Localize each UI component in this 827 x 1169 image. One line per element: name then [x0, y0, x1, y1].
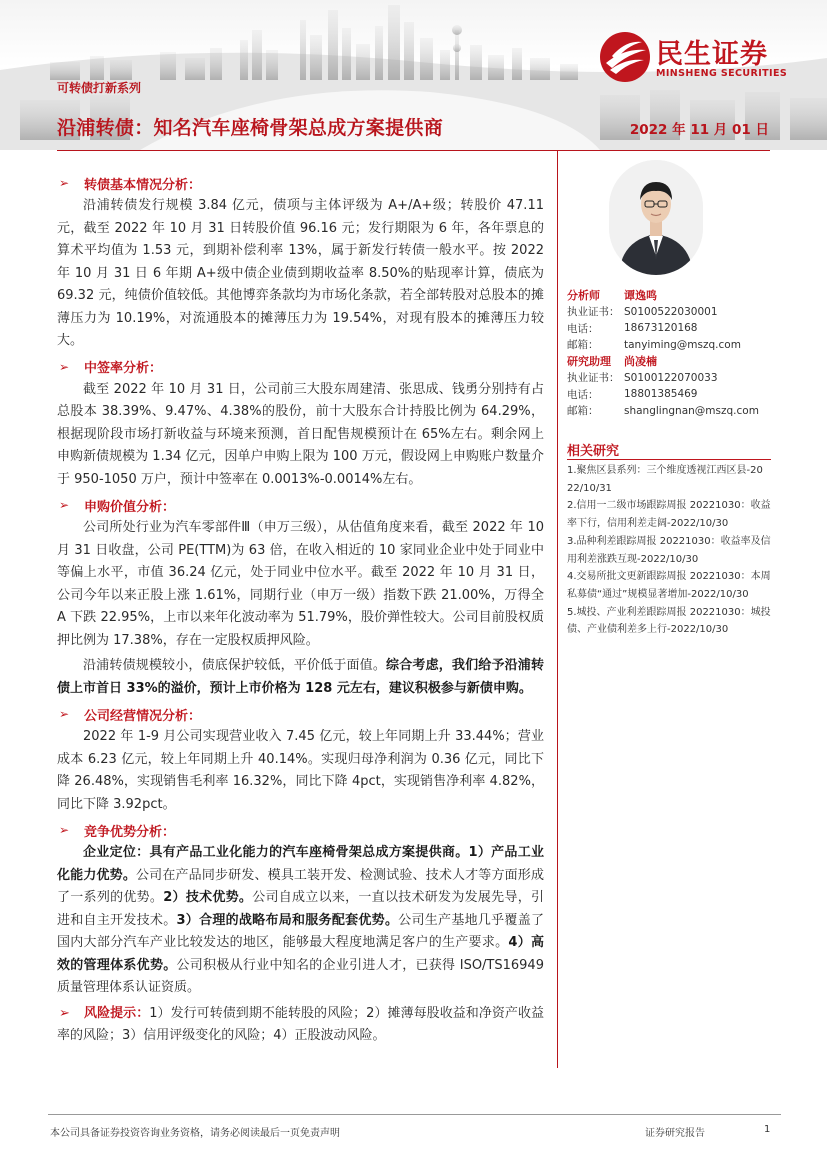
page-number: 1: [764, 1124, 771, 1135]
series-label: 可转债打新系列: [57, 81, 142, 95]
related-item[interactable]: 4.交易所批文更新跟踪周报 20221030：本周私募债“通过”规模显著增加-2022/10/30: [567, 571, 771, 600]
section-heading: [57, 356, 544, 378]
arrow-right-icon: ➢: [59, 176, 70, 190]
header-banner: [0, 0, 827, 150]
conclusion-text: 沿浦转债规模较小，债底保护较低，平价低于面值。: [83, 658, 387, 673]
footer-divider: [48, 1114, 781, 1115]
email-label: 邮箱：: [567, 405, 599, 418]
paragraph: 2022 年 1-9 月公司实现营业收入 7.45 亿元，较上年同期上升 33.44%；营业成本 6.23 亿元，较上年同期上升 40.14%。实现归母净利润为 0.36 亿元，同比下降 26.48%，实现销售毛利率 16.32%，同比下降 4pct，实现销售净利率 4.82%，同比下降 3.92pct。: [57, 729, 544, 812]
analyst-name: 谭逸鸣: [624, 289, 657, 303]
assistant-phone-row: [567, 386, 772, 403]
section-heading: [57, 703, 544, 725]
main-content: [57, 172, 544, 1048]
analyst-email-row: [567, 337, 772, 354]
section-title: 竞争优势分析：: [84, 824, 176, 840]
footer-report-type: 证券研究报告: [645, 1128, 705, 1139]
logo-chinese-name: 民生证券: [656, 39, 768, 70]
related-item[interactable]: 3.品种利差跟踪周报 20221030：收益率及信用利差涨跌互现-2022/10/30: [567, 535, 771, 565]
assistant-email-row: [567, 403, 772, 420]
risk-text: 1）发行可转债到期不能转股的风险；2）摊薄每股收益和净资产收益率的风险；3）信用评级变化的风险；4）正股波动风险。: [57, 1005, 544, 1043]
report-date: 2022 年 11 月 01 日: [629, 122, 769, 138]
cert-label: 执业证书：: [567, 372, 620, 385]
phone-label: 电话：: [567, 322, 599, 335]
header-divider: [57, 150, 770, 151]
cert-value: S0100522030001: [624, 305, 718, 318]
section-heading: [57, 172, 544, 194]
related-divider: [567, 459, 771, 460]
analyst-info: [567, 287, 772, 419]
minsheng-logo-icon: [598, 30, 652, 84]
section-title: 公司经营情况分析：: [84, 708, 202, 724]
footer-disclaimer: 本公司具备证券投资咨询业务资格，请务必阅读最后一页免责声明: [50, 1128, 340, 1139]
conclusion-paragraph: [57, 655, 544, 700]
assistant-name: 尚凌楠: [624, 355, 657, 369]
cert-value: S0100122070033: [624, 371, 718, 384]
competition-text: 公司自成立以来，一直以技术研发为发展先导，引进和自主开发技术。: [57, 890, 544, 928]
email-link[interactable]: tanyiming@mszq.com: [624, 338, 741, 351]
risk-warning: [57, 1003, 544, 1048]
analyst-photo: [609, 160, 703, 275]
related-item[interactable]: 1.聚焦区县系列：三个维度透视江西区县-20 22/10/31: [567, 465, 763, 494]
analyst-role: 分析师: [567, 289, 600, 303]
assistant-cert-row: [567, 370, 772, 387]
related-item[interactable]: 5.城投、产业利差跟踪周报 20221030：城投债、产业债利差多上行-2022/10/30: [567, 606, 771, 636]
related-research-title: 相关研究: [567, 444, 620, 459]
column-divider: [557, 150, 558, 1068]
paragraph: 沿浦转债发行规模 3.84 亿元，债项与主体评级为 A+/A+级；转股价 47.11 元，截至 2022 年 10 月 31 日转股价值 96.16 元；发行期限为 6 年，各年票息的算术平均值为 1.53 元，到期补偿利率 13%，属于新发行转债一般水平。按 2022 年 10 月 31 日 6 年期 A+级中债企业债到期收益率 8.50%的贴现率计算，债底为 69.32 元，纯债价值较低。其他博弈条款均为市场化条款，若全部转股对总股本的摊薄压力为 10.19%，对流通股本的摊薄压力为 19.54%，对现有股本的摊薄压力较大。: [57, 198, 544, 348]
related-item[interactable]: 2.信用一二级市场跟踪周报 20221030：收益率下行，信用利差走阔-2022/10/30: [567, 500, 771, 530]
email-link[interactable]: shanglingnan@mszq.com: [624, 404, 759, 417]
competition-bold: 企业定位：具有产品工业化能力的汽车座椅骨架总成方案提供商。1）产品工业化能力优势。: [57, 845, 544, 883]
assistant-name-row: [567, 353, 772, 370]
section-title: 中签率分析：: [84, 361, 163, 376]
section-heading: [57, 819, 544, 841]
competition-bold: 3）合理的战略布局和服务配套优势。: [176, 912, 399, 928]
competition-text: 公司在产品同步研发、模具工装开发、检测试验、技术人才等方面形成了一系列的优势。: [57, 867, 544, 905]
email-label: 邮箱：: [567, 339, 599, 352]
cert-label: 执业证书：: [567, 306, 620, 319]
competition-paragraph: [57, 842, 544, 1000]
arrow-right-icon: ➢: [59, 498, 70, 512]
section-title: 申购价值分析：: [84, 499, 176, 515]
competition-bold: 4）高效的管理体系优势。: [57, 935, 544, 973]
arrow-right-icon: ➢: [59, 1005, 70, 1021]
minsheng-logo: [598, 30, 808, 85]
arrow-right-icon: ➢: [59, 707, 70, 721]
analyst-cert-row: [567, 304, 772, 321]
page-title: 沿浦转债：知名汽车座椅骨架总成方案提供商: [57, 117, 444, 139]
arrow-right-icon: ➢: [59, 359, 70, 374]
competition-bold: 2）技术优势。: [163, 890, 253, 905]
section-title: 转债基本情况分析：: [84, 177, 202, 193]
analyst-name-row: [567, 287, 772, 304]
competition-text: 公司积极从行业中知名的企业引进人才，已获得 ISO/TS16949 质量管理体系认证资质。: [57, 957, 544, 995]
avatar: [609, 160, 703, 275]
related-research-list: [567, 462, 773, 639]
phone-value: 18801385469: [624, 388, 698, 401]
paragraph: 截至 2022 年 10 月 31 日，公司前三大股东周建清、张思成、钱勇分别持有占总股本 38.39%、9.47%、4.38%的股份，前十大股东合计持股比例为 64.29%，根据现阶段市场打新收益与环境来预测，首日配售规模预计在 65%左右。剩余网上申购新债规模为 1.34 亿元，因单户申购上限为 100 万元，假设网上申购账户数量介于 950-1050 万户，预计中签率在 0.0013%-0.0014%左右。: [57, 381, 544, 487]
arrow-right-icon: ➢: [59, 823, 70, 837]
phone-value: 18673120168: [624, 322, 698, 335]
conclusion-bold: 综合考虑，我们给予沿浦转债上市首日 33%的溢价，预计上市价格为 128 元左右，建议积极参与新债申购。: [57, 658, 544, 696]
assistant-role: 研究助理: [567, 355, 611, 369]
phone-label: 电话：: [567, 388, 599, 401]
paragraph: 公司所处行业为汽车零部件Ⅲ（申万三级），从估值角度来看，截至 2022 年 10 月 31 日收盘，公司 PE(TTM)为 63 倍，在收入相近的 10 家同业企业中处于同业中等偏上水平，市值 36.24 亿元，处于同业中位水平。截至 2022 年 10 月 31 日，公司今年以来正股上涨 1.61%，同期行业（申万一级）指数下跌 21.00%，万得全 A 下跌 22.95%，上市以来年化波动率为 51.79%，股价弹性较大。公司目前股权质押比例为 17.38%，存在一定股权质押风险。: [57, 520, 544, 648]
risk-label: 风险提示：: [84, 1005, 150, 1021]
competition-text: 公司生产基地几乎覆盖了国内大部分汽车产业比较发达的地区，能够最大程度地满足客户的生产要求。: [57, 912, 544, 950]
section-heading: [57, 494, 544, 516]
analyst-phone-row: [567, 320, 772, 337]
logo-english-name: MINSHENG SECURITIES: [656, 68, 788, 79]
